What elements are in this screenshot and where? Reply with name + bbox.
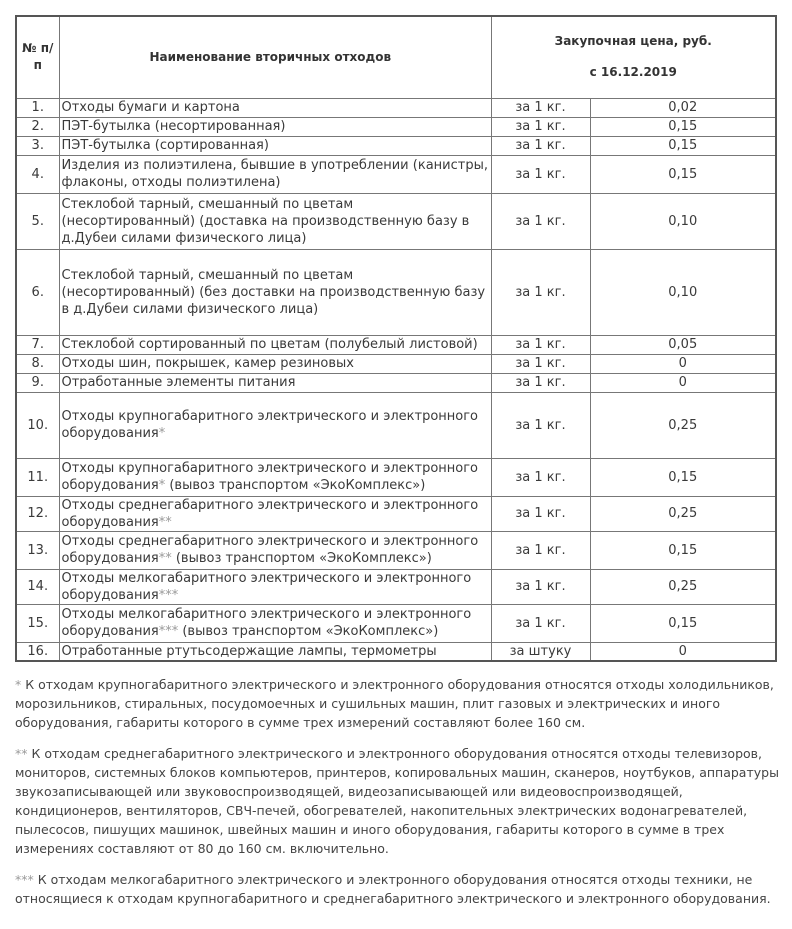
row-price: 0,25 [590, 569, 776, 604]
row-price: 0,10 [590, 193, 776, 249]
row-price: 0,15 [590, 155, 776, 193]
table-row [16, 604, 776, 642]
table-row [16, 117, 776, 136]
table-row [16, 193, 776, 249]
footnotes [15, 675, 780, 920]
row-name-text: ПЭТ-бутылка (несортированная) [61, 119, 286, 134]
table-row [16, 335, 776, 354]
row-price: 0 [590, 373, 776, 392]
table-header-row [16, 16, 776, 98]
row-name [59, 531, 491, 569]
table-row [16, 569, 776, 604]
footnote-small [15, 870, 780, 908]
row-name-text: Отходы крупногабаритного электрического и электронного оборудования [61, 461, 479, 493]
row-unit: за 1 кг. [491, 136, 590, 155]
row-name-text: Отходы шин, покрышек, камер резиновых [61, 356, 354, 371]
row-name [59, 335, 491, 354]
price-table [15, 15, 777, 662]
row-number: 3. [16, 136, 59, 155]
row-number: 6. [16, 249, 59, 335]
row-footnote-marker: * [158, 426, 166, 441]
row-name [59, 604, 491, 642]
row-name-text: Изделия из полиэтилена, бывшие в употреблении (канистры, флаконы, отходы полиэтилена) [61, 158, 488, 190]
row-name [59, 136, 491, 155]
row-price: 0,02 [590, 98, 776, 117]
row-name-text: Отработанные ртутьсодержащие лампы, термометры [61, 643, 437, 659]
row-footnote-marker: *** [158, 587, 179, 603]
row-name-text: Отходы крупногабаритного электрического и электронного оборудования [61, 409, 479, 441]
row-unit: за 1 кг. [491, 249, 590, 335]
row-number: 11. [16, 458, 59, 496]
row-number: 8. [16, 354, 59, 373]
row-footnote-marker: * [158, 478, 166, 493]
row-price: 0 [590, 354, 776, 373]
row-price: 0,25 [590, 392, 776, 458]
row-unit: за 1 кг. [491, 569, 590, 604]
row-number: 5. [16, 193, 59, 249]
row-unit: за штуку [491, 642, 590, 661]
row-number: 1. [16, 98, 59, 117]
row-name-text: Отходы среднегабаритного электрического и электронного оборудования [61, 534, 479, 566]
row-name-text: Стеклобой тарный, смешанный по цветам (несортированный) (без доставки на производственную базу в д.Дубеи силами физического лица) [61, 267, 486, 317]
row-unit: за 1 кг. [491, 531, 590, 569]
header-price-date: с 16.12.2019 [589, 65, 677, 80]
row-unit: за 1 кг. [491, 373, 590, 392]
row-number: 2. [16, 117, 59, 136]
row-unit: за 1 кг. [491, 98, 590, 117]
table-row [16, 249, 776, 335]
row-name [59, 155, 491, 193]
row-unit: за 1 кг. [491, 604, 590, 642]
row-name [59, 458, 491, 496]
row-price: 0,15 [590, 531, 776, 569]
row-price: 0 [590, 642, 776, 661]
footnote-marker: *** [15, 872, 34, 887]
row-name [59, 569, 491, 604]
row-footnote-marker: ** [158, 514, 172, 530]
table-row [16, 155, 776, 193]
row-number: 4. [16, 155, 59, 193]
table-row [16, 136, 776, 155]
row-name-text: Отходы бумаги и картона [61, 100, 240, 115]
header-name: Наименование вторичных отходов [59, 16, 491, 98]
row-name [59, 98, 491, 117]
row-name [59, 642, 491, 661]
header-price [491, 16, 776, 98]
row-unit: за 1 кг. [491, 155, 590, 193]
table-row [16, 373, 776, 392]
row-price: 0,05 [590, 335, 776, 354]
row-unit: за 1 кг. [491, 193, 590, 249]
table-row [16, 98, 776, 117]
table-body [16, 98, 776, 661]
row-unit: за 1 кг. [491, 392, 590, 458]
table-row [16, 531, 776, 569]
footnote-large [15, 675, 780, 732]
row-footnote-marker: ** [158, 551, 172, 566]
row-price: 0,15 [590, 117, 776, 136]
row-name-text: ПЭТ-бутылка (сортированная) [61, 138, 269, 153]
row-name-text: Отходы мелкогабаритного электрического и электронного оборудования [61, 570, 472, 603]
row-name-text: Стеклобой тарный, смешанный по цветам (несортированный) (доставка на производственную базу в д.Дубеи силами физического лица) [61, 196, 470, 246]
row-name [59, 193, 491, 249]
row-number: 10. [16, 392, 59, 458]
row-unit: за 1 кг. [491, 117, 590, 136]
table-row [16, 642, 776, 661]
row-unit: за 1 кг. [491, 496, 590, 531]
footnote-marker: * [15, 677, 22, 692]
row-name [59, 496, 491, 531]
row-price: 0,10 [590, 249, 776, 335]
footnote-text: К отходам среднегабаритного электрического и электронного оборудования относятся отходы телевизоров, мониторов, системных блоков компьютеров, принтеров, копировальных машин, сканеров, ноутбуков, аппаратуры звукозаписывающей или звуковоспроизводящей, видеозаписывающей или видеовоспроизводящей, кондиционеров, вентиляторов, СВЧ-печей, обогревателей, накопительных электрических водонагревателей, пылесосов, пишущих машинок, швейных машин и иного оборудования, габариты которого в сумме в трех измерениях составляют от 80 до 160 см. включительно. [15, 746, 779, 856]
row-name [59, 373, 491, 392]
row-number: 12. [16, 496, 59, 531]
row-name [59, 392, 491, 458]
row-number: 9. [16, 373, 59, 392]
row-price: 0,15 [590, 604, 776, 642]
row-unit: за 1 кг. [491, 335, 590, 354]
footnote-text: К отходам крупногабаритного электрического и электронного оборудования относятся отходы холодильников, морозильников, стиральных, посудомоечных и сушильных машин, плит газовых и электрических и иного оборудования, габариты которого в сумме трех измерений составляют более 160 см. [15, 677, 774, 730]
row-name-text: Отходы среднегабаритного электрического и электронного оборудования [61, 497, 479, 530]
row-price: 0,15 [590, 458, 776, 496]
row-number: 13. [16, 531, 59, 569]
footnote-marker: ** [15, 746, 28, 761]
row-price: 0,15 [590, 136, 776, 155]
row-name-suffix: (вывоз транспортом «ЭкоКомплекс») [178, 624, 439, 639]
footnote-text: К отходам мелкогабаритного электрического и электронного оборудования относятся отходы техники, не относящиеся к отходам крупногабаритного и среднегабаритного электрического и электронного оборудования. [15, 872, 771, 906]
row-price: 0,25 [590, 496, 776, 531]
row-name [59, 249, 491, 335]
table-row [16, 496, 776, 531]
table-row [16, 354, 776, 373]
header-price-title: Закупочная цена, руб. [554, 34, 712, 49]
header-number: № п/п [16, 16, 59, 98]
row-number: 14. [16, 569, 59, 604]
row-number: 7. [16, 335, 59, 354]
row-name [59, 354, 491, 373]
table-row [16, 458, 776, 496]
row-number: 16. [16, 642, 59, 661]
row-unit: за 1 кг. [491, 354, 590, 373]
row-name-suffix: (вывоз транспортом «ЭкоКомплекс») [171, 551, 432, 566]
row-name-text: Отходы мелкогабаритного электрического и электронного оборудования [61, 607, 472, 639]
row-name-suffix: (вывоз транспортом «ЭкоКомплекс») [165, 478, 426, 493]
row-number: 15. [16, 604, 59, 642]
row-name [59, 117, 491, 136]
row-unit: за 1 кг. [491, 458, 590, 496]
table-row [16, 392, 776, 458]
row-name-text: Стеклобой сортированный по цветам (полубелый листовой) [61, 337, 478, 352]
row-name-text: Отработанные элементы питания [61, 375, 296, 390]
row-footnote-marker: *** [158, 624, 179, 639]
footnote-medium [15, 744, 780, 858]
